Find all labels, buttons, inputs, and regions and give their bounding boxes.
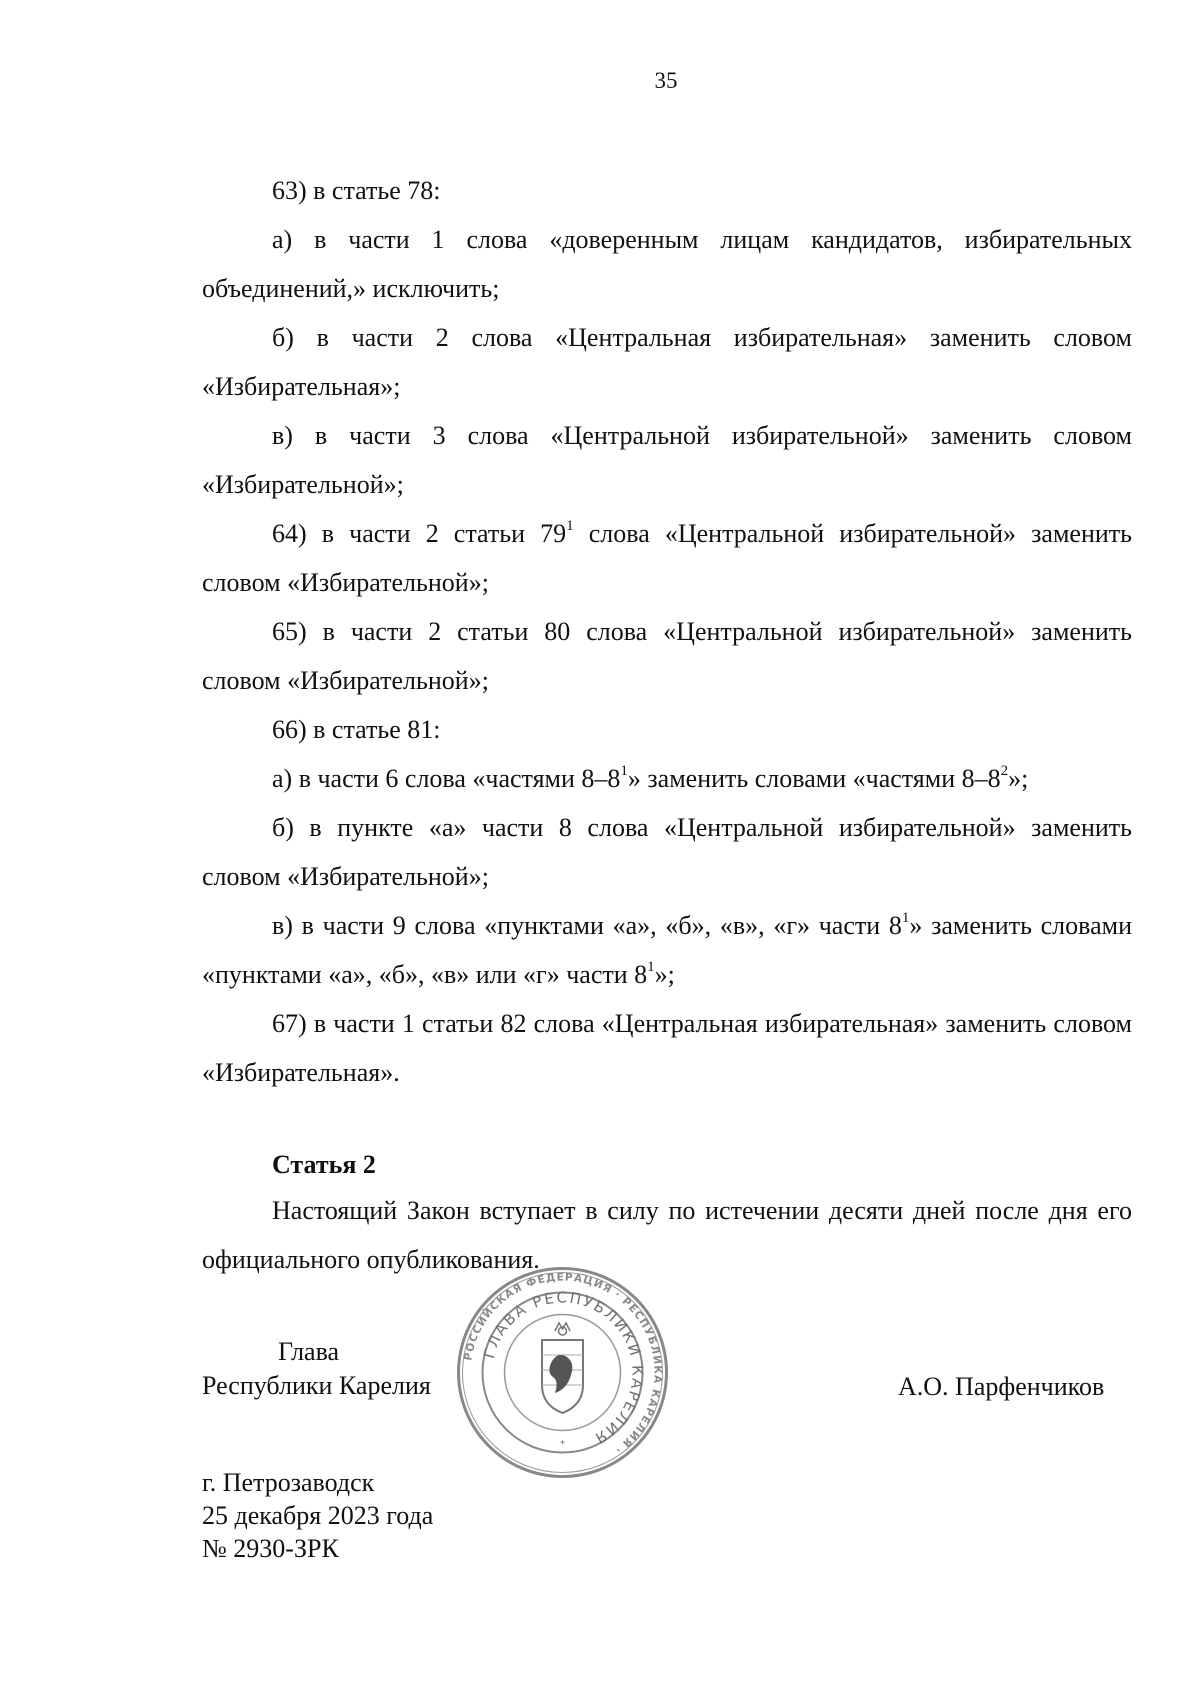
amendment-64-text-start: 64) в части 2 статьи 79	[272, 519, 567, 548]
superscript: 1	[647, 959, 655, 976]
amendment-64-text-end: слова «Центральной избирательной» заменить словом «Избирательной»;	[202, 519, 1133, 597]
amendment-66c-text-1: в) в части 9 слова «пунктами «а», «б», «в», «г» части 8	[272, 911, 902, 940]
amendment-63c: в) в части 3 слова «Центральной избирательной» заменить словом «Избирательной»;	[202, 421, 1132, 499]
amendment-67: 67) в части 1 статьи 82 слова «Центральная избирательная» заменить словом «Избирательная».	[202, 1009, 1132, 1087]
svg-text:*: *	[560, 1439, 565, 1450]
amendment-64	[202, 509, 1132, 607]
amendment-66c-text-3: »;	[654, 960, 675, 989]
amendment-66b: б) в пункте «а» части 8 слова «Центральной избирательной» заменить словом «Избирательной»;	[202, 813, 1132, 891]
amendment-66c-text-2: » заменить словами «пунктами «а», «б», «в» или «г» части 8	[202, 911, 1132, 989]
superscript: 1	[566, 518, 574, 535]
amendment-63a: а) в части 1 слова «доверенным лицам кандидатов, избирательных объединений,» исключить;	[202, 225, 1132, 303]
amendment-66: 66) в статье 81:	[272, 715, 441, 744]
superscript: 2	[1000, 763, 1009, 780]
signature-title-line2: Республики Карелия	[202, 1371, 431, 1400]
article-2-text: Настоящий Закон вступает в силу по истечении десяти дней после дня его официального опубликования.	[202, 1196, 1132, 1274]
article-2-heading: Статья 2	[272, 1150, 376, 1179]
superscript: 1	[901, 910, 910, 927]
amendment-66c	[202, 901, 1132, 999]
amendment-66a-text-3: »;	[1008, 764, 1029, 793]
law-number: № 2930-ЗРК	[202, 1534, 339, 1563]
amendment-63b: б) в части 2 слова «Центральная избирательная» заменить словом «Избирательная»;	[202, 323, 1132, 401]
coat-of-arms-icon	[542, 1323, 583, 1413]
signature-title-line1: Глава	[278, 1337, 340, 1366]
place-date-number	[202, 1466, 433, 1565]
amendment-66a-text-1: а) в части 6 слова «частями 8–8	[272, 764, 621, 793]
amendments-list	[202, 166, 1132, 1097]
seal-inner-text: ГЛАВА РЕСПУБЛИКИ КАРЕЛИЯ	[480, 1288, 647, 1449]
seal-outer-text: РОССИЙСКАЯ ФЕДЕРАЦИЯ · РЕСПУБЛИКА КАРЕЛИЯ ·	[462, 1271, 664, 1457]
signatory-name: А.О. Парфенчиков	[898, 1372, 1105, 1401]
amendment-63: 63) в статье 78:	[272, 176, 441, 205]
city: г. Петрозаводск	[202, 1468, 375, 1497]
signature-title	[202, 1335, 431, 1403]
amendment-65: 65) в части 2 статьи 80 слова «Центральной избирательной» заменить словом «Избирательной»;	[202, 617, 1132, 695]
date: 25 декабря 2023 года	[202, 1501, 434, 1530]
official-seal	[455, 1265, 670, 1480]
superscript: 1	[620, 763, 628, 780]
amendment-66a-text-2: » заменить словами «частями 8–8	[627, 764, 1001, 793]
page-number: 35	[654, 68, 678, 93]
amendment-66a	[202, 754, 1132, 803]
